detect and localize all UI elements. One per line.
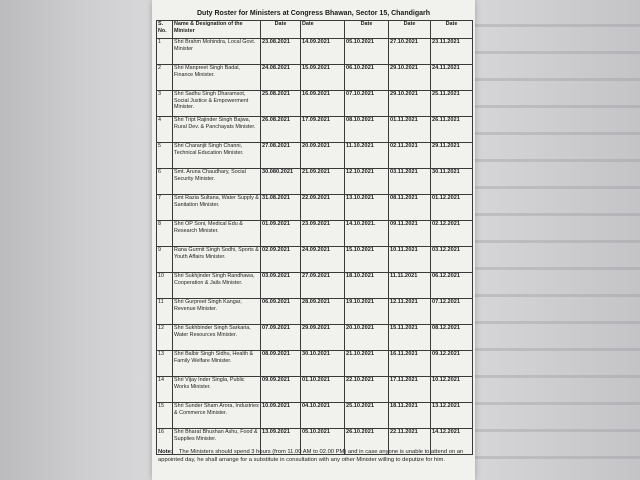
row-date-4: 29.10.2021 [389, 91, 431, 117]
note-label: Note: [158, 449, 173, 455]
row-date-2: 20.09.2021 [301, 143, 345, 169]
row-date-3: 25.10.2021 [345, 403, 389, 429]
row-sno: 3 [157, 91, 173, 117]
row-date-5: 09.12.2021 [431, 351, 473, 377]
row-date-1: 27.08.2021 [261, 143, 301, 169]
row-date-4: 16.11.2021 [389, 351, 431, 377]
row-date-2: 16.09.2021 [301, 91, 345, 117]
row-date-3: 20.10.2021 [345, 325, 389, 351]
row-date-5: 13.12.2021 [431, 403, 473, 429]
row-date-2: 14.09.2021 [301, 39, 345, 65]
row-date-1: 03.09.2021 [261, 273, 301, 299]
row-date-4: 10.11.2021 [389, 247, 431, 273]
row-date-1: 26.08.2021 [261, 117, 301, 143]
row-sno: 15 [157, 403, 173, 429]
row-sno: 11 [157, 299, 173, 325]
row-sno: 16 [157, 429, 173, 455]
row-date-3: 21.10.2021 [345, 351, 389, 377]
row-date-4: 01.11.2021 [389, 117, 431, 143]
row-sno: 4 [157, 117, 173, 143]
row-date-3: 05.10.2021 [345, 39, 389, 65]
table-row [157, 169, 473, 195]
row-date-1: 02.09.2021 [261, 247, 301, 273]
row-date-5: 08.12.2021 [431, 325, 473, 351]
row-date-2: 22.09.2021 [301, 195, 345, 221]
row-date-5: 30.11.2021 [431, 169, 473, 195]
row-date-5: 01.12.2021 [431, 195, 473, 221]
table-header-row [157, 21, 473, 39]
row-date-4: 09.11.2021 [389, 221, 431, 247]
row-minister-name: Smt Razia Sultana, Water Supply & Sanitation Minister. [173, 195, 261, 221]
row-date-3: 12.10.2021 [345, 169, 389, 195]
table-row [157, 221, 473, 247]
row-date-5: 06.12.2021 [431, 273, 473, 299]
row-date-5: 26.11.2021 [431, 117, 473, 143]
table-row [157, 195, 473, 221]
header-date: Date [301, 21, 345, 39]
row-sno: 8 [157, 221, 173, 247]
row-date-2: 24.09.2021 [301, 247, 345, 273]
roster-document [152, 0, 475, 480]
row-date-1: 25.08.2021 [261, 91, 301, 117]
note-block [158, 448, 470, 464]
row-date-1: 06.09.2021 [261, 299, 301, 325]
row-sno: 5 [157, 143, 173, 169]
row-date-4: 02.11.2021 [389, 143, 431, 169]
row-date-4: 15.11.2021 [389, 325, 431, 351]
row-date-3: 07.10.2021 [345, 91, 389, 117]
row-sno: 7 [157, 195, 173, 221]
header-date: Date [261, 21, 301, 39]
row-date-5: 07.12.2021 [431, 299, 473, 325]
row-date-2: 21.09.2021 [301, 169, 345, 195]
row-date-4: 12.11.2021 [389, 299, 431, 325]
row-sno: 2 [157, 65, 173, 91]
row-sno: 9 [157, 247, 173, 273]
row-date-2: 29.09.2021 [301, 325, 345, 351]
row-sno: 6 [157, 169, 173, 195]
background-left [0, 0, 152, 480]
table-row [157, 247, 473, 273]
row-minister-name: Smt. Aruna Chaudhary, Social Security Minister. [173, 169, 261, 195]
row-date-4: 29.10.2021 [389, 65, 431, 91]
row-minister-name: Shri Balbir Singh Sidhu, Health & Family Welfare Minister. [173, 351, 261, 377]
row-date-1: 13.09.2021 [261, 429, 301, 455]
row-date-1: 07.09.2021 [261, 325, 301, 351]
header-date: Date [345, 21, 389, 39]
row-date-3: 19.10.2021 [345, 299, 389, 325]
row-minister-name: Shri Sukhjinder Singh Randhawa, Cooperation & Jails Minister. [173, 273, 261, 299]
row-date-3: 26.10.2021 [345, 429, 389, 455]
row-minister-name: Shri OP Soni, Medical Edu & Research Minister. [173, 221, 261, 247]
row-date-2: 28.09.2021 [301, 299, 345, 325]
row-date-3: 13.10.2021 [345, 195, 389, 221]
row-date-5: 25.11.2021 [431, 91, 473, 117]
row-date-3: 11.10.2021 [345, 143, 389, 169]
row-date-2: 27.09.2021 [301, 273, 345, 299]
table-row [157, 403, 473, 429]
row-date-5: 23.11.2021 [431, 39, 473, 65]
table-row [157, 325, 473, 351]
header-date: Date [389, 21, 431, 39]
row-minister-name: Shri Brahm Mohindra, Local Govt. Minister [173, 39, 261, 65]
row-minister-name: Shri Sadhu Singh Dharamsot, Social Justice & Empowerment Minister. [173, 91, 261, 117]
roster-table [156, 20, 473, 455]
header-sno: S. No. [157, 21, 173, 39]
row-sno: 14 [157, 377, 173, 403]
header-name: Name & Designation of the Minister [173, 21, 261, 39]
row-minister-name: Shri Charanjit Singh Channi, Technical Education Minister. [173, 143, 261, 169]
row-minister-name: Shri Manpreet Singh Badal, Finance Minister. [173, 65, 261, 91]
table-row [157, 273, 473, 299]
row-date-3: 18.10.2021 [345, 273, 389, 299]
table-row [157, 65, 473, 91]
row-sno: 1 [157, 39, 173, 65]
table-row [157, 143, 473, 169]
row-date-2: 05.10.2021 [301, 429, 345, 455]
row-date-2: 15.09.2021 [301, 65, 345, 91]
row-date-4: 22.11.2021 [389, 429, 431, 455]
row-date-5: 29.11.2021 [431, 143, 473, 169]
row-date-5: 14.12.2021 [431, 429, 473, 455]
row-date-1: 31.08.2021 [261, 195, 301, 221]
row-date-4: 03.11.2021 [389, 169, 431, 195]
row-date-1: 24.08.2021 [261, 65, 301, 91]
row-minister-name: Rana Gurmit Singh Sodhi, Sports & Youth Affairs Minister. [173, 247, 261, 273]
row-minister-name: Shri Vijay Inder Singla, Public Works Minister. [173, 377, 261, 403]
row-date-1: 10.09.2021 [261, 403, 301, 429]
table-row [157, 39, 473, 65]
row-date-1: 09.09.2021 [261, 377, 301, 403]
note-text: The Ministers should spend 3 hours (from 11.00 AM to 02.00 PM) and in case anyone is unable to attend on an appointed day, he shall arrange for a substitute in consultation with any other Minister willing to deputize for him. [158, 449, 464, 463]
row-date-3: 22.10.2021 [345, 377, 389, 403]
row-minister-name: Shri Sukhbinder Singh Sarkaria, Water Resources Minister. [173, 325, 261, 351]
row-sno: 12 [157, 325, 173, 351]
background-blurred-document [475, 0, 640, 480]
table-row [157, 351, 473, 377]
table-row [157, 117, 473, 143]
table-row [157, 91, 473, 117]
row-date-5: 03.12.2021 [431, 247, 473, 273]
row-date-2: 30.10.2021 [301, 351, 345, 377]
row-date-1: 01.09.2021 [261, 221, 301, 247]
row-date-3: 08.10.2021 [345, 117, 389, 143]
row-date-3: 06.10.2021 [345, 65, 389, 91]
row-date-2: 17.09.2021 [301, 117, 345, 143]
row-date-1: 30.080.2021 [261, 169, 301, 195]
row-date-1: 23.08.2021 [261, 39, 301, 65]
row-sno: 13 [157, 351, 173, 377]
row-date-4: 08.11.2021 [389, 195, 431, 221]
row-date-2: 23.09.2021 [301, 221, 345, 247]
row-date-1: 08.09.2021 [261, 351, 301, 377]
table-row [157, 377, 473, 403]
row-minister-name: Shri Bharat Bhushan Ashu, Food & Supplies Minister. [173, 429, 261, 455]
row-date-5: 02.12.2021 [431, 221, 473, 247]
row-date-4: 11.11.2021 [389, 273, 431, 299]
row-date-5: 24.11.2021 [431, 65, 473, 91]
row-date-3: 15.10.2021 [345, 247, 389, 273]
row-minister-name: Shri Gurpreet Singh Kangar, Revenue Minister. [173, 299, 261, 325]
row-date-3: 14.10.2021. [345, 221, 389, 247]
row-date-4: 27.10.2021 [389, 39, 431, 65]
document-title: Duty Roster for Ministers at Congress Bhawan, Sector 15, Chandigarh [197, 10, 430, 17]
table-row [157, 299, 473, 325]
row-date-2: 04.10.2021 [301, 403, 345, 429]
row-minister-name: Shri Tript Rajinder Singh Bajwa, Rural Dev. & Panchayats Minister. [173, 117, 261, 143]
row-date-5: 10.12.2021 [431, 377, 473, 403]
row-date-2: 01.10.2021 [301, 377, 345, 403]
row-minister-name: Shri Sunder Sham Arora, Industries & Commerce Minister. [173, 403, 261, 429]
row-date-4: 17.11.2021 [389, 377, 431, 403]
row-sno: 10 [157, 273, 173, 299]
row-date-4: 18.11.2021 [389, 403, 431, 429]
header-date: Date [431, 21, 473, 39]
